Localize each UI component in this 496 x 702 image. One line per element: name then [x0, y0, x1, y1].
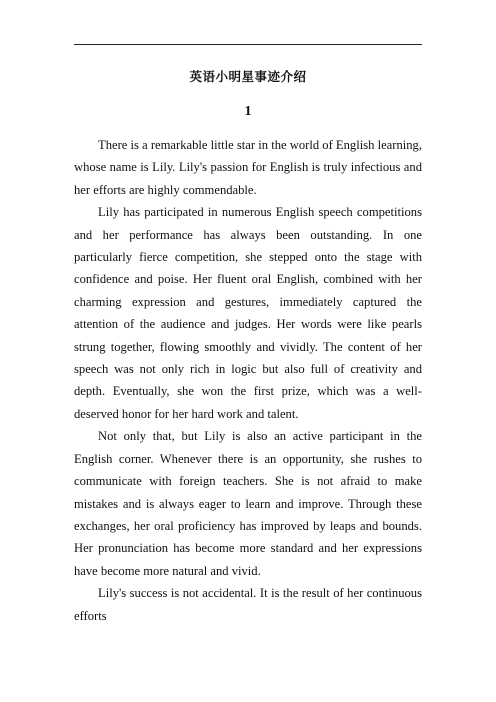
section-number: 1 [244, 104, 252, 119]
header-rule [74, 44, 422, 45]
paragraph: Not only that, but Lily is also an active participant in the English corner. Whenever there is an opportunity, she rushes to communicate with foreign teachers. She is not afraid to make mistakes and is always eager to learn and improve. Through these exchanges, her oral proficiency has improved by leaps and bounds. Her pronunciation has become more standard and her expressions have become more natural and vivid. [74, 429, 422, 578]
document-title: 英语小明星事迹介绍 [189, 69, 307, 84]
paragraph: There is a remarkable little star in the world of English learning, whose name is Lily. Lily's passion for English is truly infectious and her efforts are highly commendable. [74, 138, 422, 197]
paragraph: Lily has participated in numerous English speech competitions and her performance has always been outstanding. In one particularly fierce competition, she stepped onto the stage with confidence and poise. Her fluent oral English, combined with her charming expression and gestures, immediately captured the attention of the audience and judges. Her words were like pearls strung together, flowing smoothly and vividly. The content of her speech was not only rich in logic but also full of creativity and depth. Eventually, she won the first prize, which was a well-deserved honor for her hard work and talent. [74, 205, 422, 421]
document-body [74, 134, 422, 627]
paragraph: Lily's success is not accidental. It is the result of her continuous efforts [74, 586, 422, 623]
